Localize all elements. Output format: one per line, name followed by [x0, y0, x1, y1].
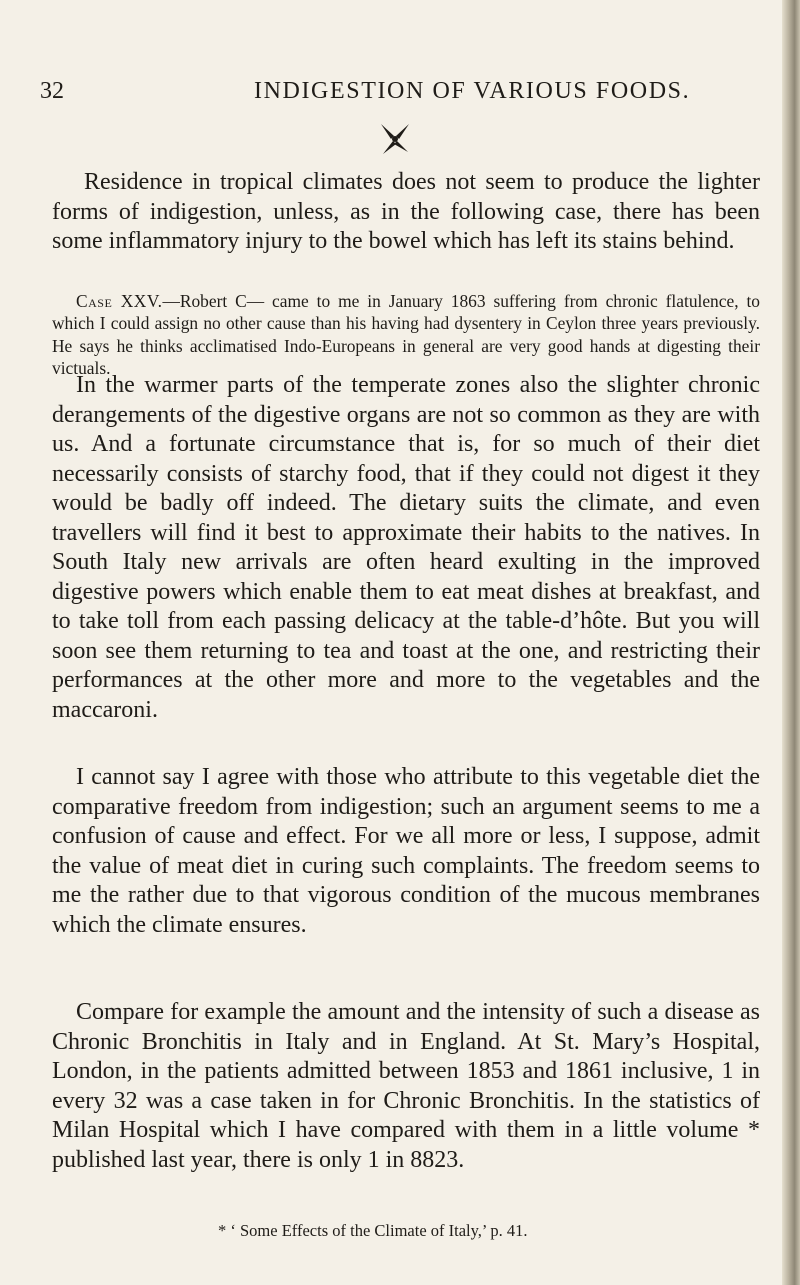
paragraph-temperate-zones: In the warmer parts of the temperate zones also the slighter chronic derangements of the digestive organs are not so common as they are with us. And a fortunate circumstance that is, for so much of their diet necessarily consists of starchy food, that if they could not digest it they would be badly off indeed. The dietary suits the climate, and even travellers will find it best to approximate their habits to the natives. In South Italy new arrivals are often heard exulting in the improved digestive powers which enable them to eat meat dishes at breakfast, and to take toll from each passing delicacy at the table-d’hôte. But you will soon see them returning to tea and toast at the one, and restricting their performances at the other more and more to the vegetables and the maccaroni.	[52, 372, 760, 723]
fleuron-ornament-icon	[377, 122, 413, 156]
case-label: Case XXV.	[76, 291, 163, 311]
case-report	[52, 290, 760, 379]
page-edge-shadow	[782, 0, 800, 1285]
footnote: * ‘ Some Effects of the Climate of Italy,’ p. 41.	[218, 1221, 528, 1240]
case-text: —Robert C— came to me in January 1863 suffering from chronic flatulence, to which I could assign no other cause than his having had dysentery in Ceylon three years previously. He says he thinks acclimatised Indo-Europeans in general are very good hands at digesting their victuals.	[52, 291, 760, 378]
page-number: 32	[40, 78, 64, 104]
running-head: INDIGESTION OF VARIOUS FOODS.	[254, 78, 691, 104]
page-header	[40, 78, 760, 118]
paragraph-tropical-climates: Residence in tropical climates does not seem to produce the lighter forms of indigestion, unless, as in the following case, there has been some inflammatory injury to the bowel which has left its stains behind.	[52, 169, 760, 254]
paragraph-chronic-bronchitis: Compare for example the amount and the intensity of such a disease as Chronic Bronchitis in Italy and in England. At St. Mary’s Hospital, London, in the patients admitted between 1853 and 1861 inclusive, 1 in every 32 was a case taken in for Chronic Bronchitis. In the statistics of Milan Hospital which I have compared with them in a little volume * published last year, there is only 1 in 8823.	[52, 999, 760, 1173]
paragraph-vegetable-diet: I cannot say I agree with those who attribute to this vegetable diet the comparative freedom from indigestion; such an argument seems to me a confusion of cause and effect. For we all more or less, I suppose, admit the value of meat diet in curing such complaints. The freedom seems to me the rather due to that vigorous condition of the mucous membranes which the climate ensures.	[52, 764, 760, 938]
